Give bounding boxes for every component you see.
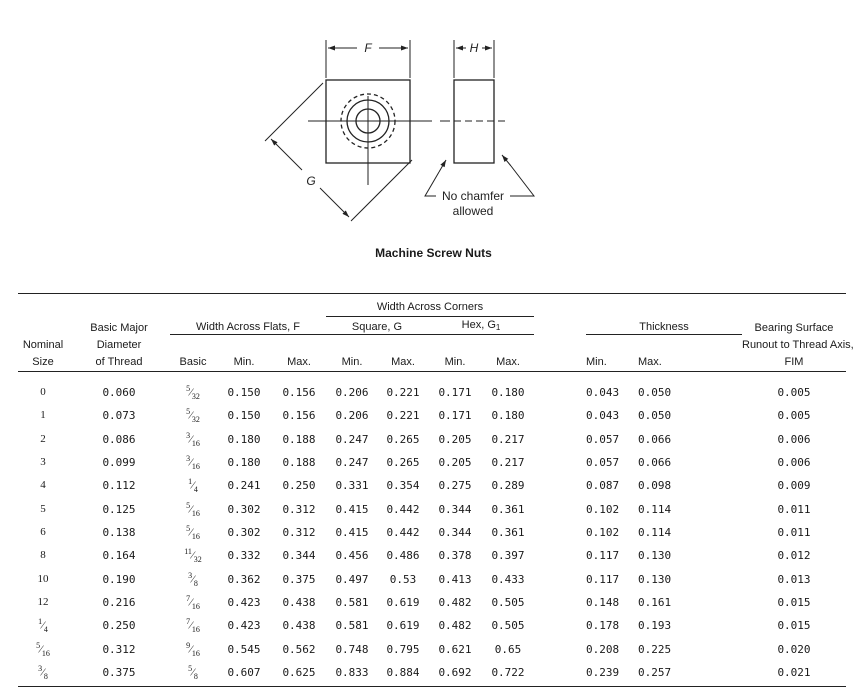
table-row (18, 568, 846, 591)
cell-nominal-size: 2 (40, 432, 46, 445)
cell-g-max: 0.442 (386, 525, 420, 539)
cell-fim: 0.005 (777, 385, 811, 399)
cell-basic-fraction: $^{11}⁄_{32}$ (184, 547, 202, 565)
header-bearing-line3: FIM (784, 356, 804, 368)
table-row (18, 428, 846, 451)
note-leader-right (510, 166, 534, 196)
cell-h-min: 0.482 (438, 596, 472, 610)
cell-t-min: 0.178 (586, 619, 620, 633)
cell-g-min: 0.581 (335, 619, 369, 633)
header-diameter-line1: Basic Major (90, 321, 148, 334)
cell-t-min: 0.102 (586, 502, 620, 516)
table-row (18, 638, 846, 661)
cell-g-min: 0.497 (335, 572, 369, 586)
cell-f-max: 0.312 (282, 502, 316, 516)
cell-fim: 0.006 (777, 432, 811, 446)
cell-g-max: 0.265 (386, 432, 420, 446)
cell-nominal-size: 5 (40, 502, 46, 515)
cell-h-min: 0.171 (438, 409, 472, 423)
cell-gap (534, 544, 586, 567)
cell-nominal-size: 1 (40, 409, 46, 422)
header-thickness-group: Thickness (586, 317, 742, 335)
cell-h-min: 0.692 (438, 666, 472, 680)
cell-gap (534, 638, 586, 661)
machine-screw-nut-table (18, 293, 854, 687)
cell-t-min: 0.102 (586, 525, 620, 539)
cell-h-min: 0.275 (438, 479, 472, 493)
table-row (18, 404, 846, 427)
cell-h-min: 0.378 (438, 549, 472, 563)
cell-gap (534, 614, 586, 637)
cell-dia: 0.086 (102, 432, 136, 446)
cell-h-min: 0.413 (438, 572, 472, 586)
cell-dia: 0.312 (102, 642, 136, 656)
cell-nominal-size: 10 (37, 572, 49, 585)
cell-basic-fraction: $^5⁄_{32}$ (186, 384, 200, 401)
cell-t-max: 0.225 (638, 642, 672, 656)
cell-g-min: 0.247 (335, 432, 369, 446)
cell-basic-fraction: $^5⁄_8$ (188, 664, 198, 681)
cell-h-max: 0.505 (491, 619, 525, 633)
header-nominal-line2: Size (32, 356, 54, 368)
cell-fim: 0.021 (777, 666, 811, 680)
table-row (18, 591, 846, 614)
cell-g-max: 0.442 (386, 502, 420, 516)
cell-fim: 0.005 (777, 409, 811, 423)
cell-f-max: 0.312 (282, 525, 316, 539)
cell-f-max: 0.188 (282, 455, 316, 469)
cell-gap (534, 451, 586, 474)
cell-t-min: 0.087 (586, 479, 620, 493)
header-bearing-line1: Bearing Surface (754, 321, 834, 334)
cell-h-max: 0.397 (491, 549, 525, 563)
header-diameter-line3: of Thread (95, 356, 143, 368)
figure-caption: Machine Screw Nuts (375, 246, 492, 260)
cell-f-min: 0.423 (227, 619, 261, 633)
cell-h-max: 0.722 (491, 666, 525, 680)
header-spacer (18, 294, 326, 317)
cell-f-max: 0.156 (282, 409, 316, 423)
cell-dia: 0.190 (102, 572, 136, 586)
cell-f-max: 0.250 (282, 479, 316, 493)
cell-basic-fraction: $^5⁄_{16}$ (186, 524, 200, 541)
cell-t-max: 0.114 (638, 502, 672, 516)
cell-gap (534, 474, 586, 497)
cell-h-max: 0.180 (491, 409, 525, 423)
cell-g-max: 0.265 (386, 455, 420, 469)
cell-fim: 0.013 (777, 572, 811, 586)
cell-basic-fraction: $^3⁄_{16}$ (186, 430, 200, 448)
note-leader-left (425, 172, 439, 196)
cell-t-max: 0.161 (638, 596, 672, 610)
header-diameter-line2: Diameter (96, 339, 142, 351)
cell-h-max: 0.289 (491, 479, 525, 493)
cell-gap (534, 372, 586, 405)
cell-g-max: 0.619 (386, 619, 420, 633)
cell-g-min: 0.748 (335, 642, 369, 656)
cell-gap (534, 498, 586, 521)
header-square-min: Min. (341, 356, 363, 368)
cell-g-min: 0.331 (335, 479, 369, 493)
cell-dia: 0.125 (102, 502, 136, 516)
cell-t-min: 0.057 (586, 455, 620, 469)
header-flats-max: Max. (287, 356, 311, 368)
dimension-g-lower-arrow (320, 188, 349, 217)
cell-h-min: 0.621 (438, 642, 472, 656)
dimension-f-label: F (364, 41, 372, 55)
cell-gap (534, 404, 586, 427)
cell-basic-fraction: $^7⁄_{16}$ (186, 594, 200, 611)
cell-nominal-size: 0 (40, 385, 46, 398)
cell-basic-fraction: $^5⁄_{16}$ (186, 500, 200, 518)
cell-dia: 0.138 (102, 525, 136, 539)
cell-h-max: 0.217 (491, 432, 525, 446)
cell-nominal-size: 12 (37, 596, 49, 609)
header-hex-max: Max. (496, 356, 520, 368)
cell-t-min: 0.117 (586, 549, 620, 563)
cell-nominal-size: 6 (40, 525, 46, 538)
table-row (18, 498, 846, 521)
table-row (18, 544, 846, 567)
header-square-group: Square, G (326, 317, 428, 335)
cell-g-min: 0.415 (335, 502, 369, 516)
table-row (18, 372, 846, 405)
cell-g-max: 0.221 (386, 385, 420, 399)
cell-g-max: 0.619 (386, 596, 420, 610)
cell-f-max: 0.562 (282, 642, 316, 656)
cell-t-min: 0.057 (586, 432, 620, 446)
cell-t-min: 0.148 (586, 596, 620, 610)
header-hex-group: Hex, $G_1$ (428, 317, 534, 335)
header-hex-min: Min. (444, 356, 466, 368)
cell-g-min: 0.456 (335, 549, 369, 563)
cell-f-max: 0.625 (282, 666, 316, 680)
cell-f-min: 0.423 (227, 596, 261, 610)
cell-t-max: 0.130 (638, 572, 672, 586)
cell-t-max: 0.257 (638, 666, 672, 680)
cell-f-max: 0.375 (282, 572, 316, 586)
cell-dia: 0.112 (102, 479, 136, 493)
cell-t-max: 0.066 (638, 455, 672, 469)
cell-g-min: 0.206 (335, 385, 369, 399)
table-row (18, 614, 846, 637)
header-thickness-min: Min. (586, 356, 607, 368)
cell-t-min: 0.239 (586, 666, 620, 680)
cell-h-min: 0.205 (438, 455, 472, 469)
cell-basic-fraction: $^3⁄_8$ (188, 570, 198, 588)
chamfer-note-line2: allowed (452, 204, 494, 218)
header-flats-min: Min. (233, 356, 255, 368)
cell-nominal-size: 3 (40, 455, 46, 468)
cell-t-min: 0.208 (586, 642, 620, 656)
cell-f-min: 0.150 (227, 409, 261, 423)
cell-dia: 0.164 (102, 549, 136, 563)
cell-g-max: 0.354 (386, 479, 420, 493)
cell-nominal-size: $^5⁄_{16}$ (36, 640, 50, 658)
cell-g-min: 0.206 (335, 409, 369, 423)
cell-f-min: 0.607 (227, 666, 261, 680)
cell-h-max: 0.361 (491, 525, 525, 539)
table-row (18, 451, 846, 474)
table-row (18, 661, 846, 687)
cell-fim: 0.009 (777, 479, 811, 493)
cell-t-max: 0.050 (638, 409, 672, 423)
table-body (18, 372, 846, 687)
cell-basic-fraction: $^7⁄_{16}$ (186, 617, 200, 635)
cell-fim: 0.011 (777, 502, 811, 516)
cell-g-min: 0.415 (335, 525, 369, 539)
cell-basic-fraction: $^3⁄_{16}$ (186, 454, 200, 471)
header-corners-group: Width Across Corners (326, 294, 534, 317)
cell-nominal-size: $^1⁄_4$ (38, 617, 48, 635)
cell-h-min: 0.344 (438, 502, 472, 516)
cell-t-max: 0.050 (638, 385, 672, 399)
table-row (18, 521, 846, 544)
cell-f-min: 0.150 (227, 385, 261, 399)
cell-h-min: 0.482 (438, 619, 472, 633)
cell-h-min: 0.171 (438, 385, 472, 399)
header-square-max: Max. (391, 356, 415, 368)
dimension-g-upper-arrow (271, 139, 302, 170)
cell-t-max: 0.066 (638, 432, 672, 446)
cell-dia: 0.250 (102, 619, 136, 633)
cell-g-min: 0.581 (335, 596, 369, 610)
cell-fim: 0.011 (777, 525, 811, 539)
cell-g-min: 0.247 (335, 455, 369, 469)
cell-t-max: 0.193 (638, 619, 672, 633)
header-thickness-max: Max. (638, 356, 662, 368)
header-bearing-line2: Runout to Thread Axis, (742, 339, 854, 351)
cell-fim: 0.006 (777, 455, 811, 469)
cell-g-min: 0.833 (335, 666, 369, 680)
cell-fim: 0.015 (777, 596, 811, 610)
dimension-h-label: H (469, 41, 479, 55)
cell-h-max: 0.217 (491, 455, 525, 469)
cell-f-min: 0.545 (227, 642, 261, 656)
cell-f-max: 0.344 (282, 549, 316, 563)
cell-g-max: 0.884 (386, 666, 420, 680)
cell-gap (534, 661, 586, 687)
nut-diagram (0, 0, 867, 240)
cell-f-min: 0.180 (227, 455, 261, 469)
chamfer-note-line1: No chamfer (441, 189, 505, 203)
table-row (18, 474, 846, 497)
cell-h-max: 0.180 (491, 385, 525, 399)
dimension-g-label: G (306, 174, 316, 188)
cell-g-max: 0.795 (386, 642, 420, 656)
cell-f-min: 0.302 (227, 502, 261, 516)
cell-f-max: 0.438 (282, 596, 316, 610)
cell-dia: 0.375 (102, 666, 136, 680)
cell-gap (534, 591, 586, 614)
cell-h-max: 0.65 (494, 642, 522, 656)
cell-basic-fraction: $^5⁄_{32}$ (186, 407, 200, 425)
cell-gap (534, 428, 586, 451)
cell-h-max: 0.361 (491, 502, 525, 516)
cell-gap (534, 568, 586, 591)
cell-f-max: 0.188 (282, 432, 316, 446)
cell-g-max: 0.486 (386, 549, 420, 563)
cell-g-max: 0.221 (386, 409, 420, 423)
cell-dia: 0.216 (102, 596, 136, 610)
cell-basic-fraction: $^1⁄_4$ (188, 477, 198, 495)
cell-t-min: 0.117 (586, 572, 620, 586)
cell-basic-fraction: $^9⁄_{16}$ (186, 640, 200, 658)
cell-f-min: 0.362 (227, 572, 261, 586)
cell-dia: 0.099 (102, 455, 136, 469)
cell-dia: 0.060 (102, 385, 136, 399)
cell-f-min: 0.241 (227, 479, 261, 493)
cell-nominal-size: $^3⁄_8$ (38, 664, 48, 681)
cell-t-min: 0.043 (586, 409, 620, 423)
cell-f-min: 0.302 (227, 525, 261, 539)
cell-g-max: 0.53 (389, 572, 417, 586)
cell-t-max: 0.114 (638, 525, 672, 539)
cell-dia: 0.073 (102, 409, 136, 423)
cell-fim: 0.015 (777, 619, 811, 633)
cell-f-max: 0.156 (282, 385, 316, 399)
header-flats-group: Width Across Flats, F (170, 317, 326, 335)
cell-f-max: 0.438 (282, 619, 316, 633)
cell-f-min: 0.180 (227, 432, 261, 446)
cell-f-min: 0.332 (227, 549, 261, 563)
cell-h-min: 0.205 (438, 432, 472, 446)
cell-t-max: 0.098 (638, 479, 672, 493)
cell-h-max: 0.433 (491, 572, 525, 586)
cell-t-min: 0.043 (586, 385, 620, 399)
header-nominal-line1: Nominal (22, 339, 64, 351)
cell-nominal-size: 4 (40, 479, 46, 492)
cell-gap (534, 521, 586, 544)
cell-h-max: 0.505 (491, 596, 525, 610)
cell-fim: 0.020 (777, 642, 811, 656)
header-basic: Basic (179, 356, 207, 368)
cell-t-max: 0.130 (638, 549, 672, 563)
dimensions-table-container (18, 293, 854, 687)
cell-h-min: 0.344 (438, 525, 472, 539)
cell-nominal-size: 8 (40, 549, 46, 562)
cell-fim: 0.012 (777, 549, 811, 563)
